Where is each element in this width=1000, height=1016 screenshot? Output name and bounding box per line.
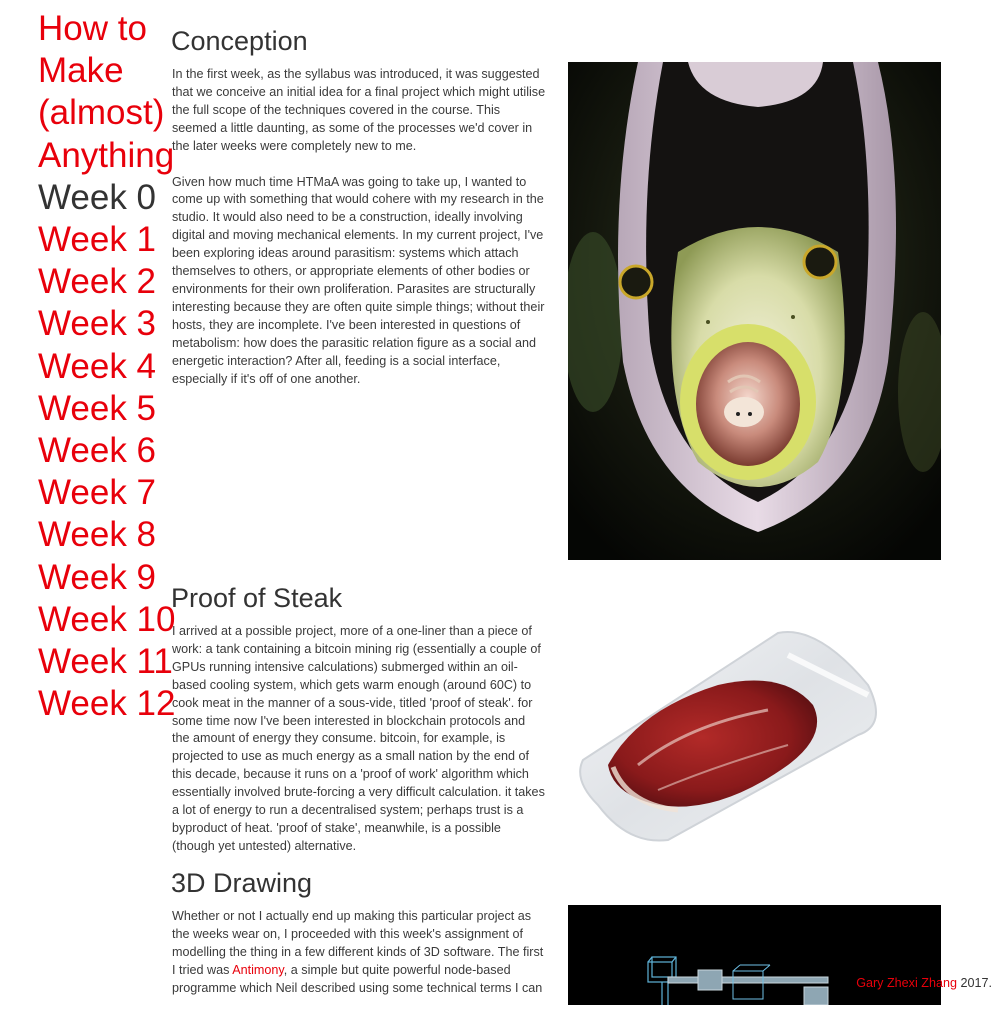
week-link-10[interactable]: Week 10 [38, 599, 176, 639]
paragraph: In the first week, as the syllabus was introduced, it was suggested that we conceive an initial idea for a final project which might utilise the full scope of the techniques covered in the course. This seemed a little daunting, as some of the processes we'd cover in the later weeks were completely new to me. [172, 67, 546, 153]
week-link-12[interactable]: Week 12 [38, 684, 176, 724]
3d-model-illustration [568, 905, 941, 1005]
week-link-4[interactable]: Week 4 [38, 346, 157, 386]
section-conception [171, 26, 546, 406]
clownfish-parasite-image [568, 62, 941, 560]
site-title-line: Make [38, 51, 124, 91]
footer-credit [856, 976, 992, 990]
site-title-line: How to [38, 9, 147, 48]
paragraph-text: Whether or not I actually end up making this particular project as the weeks wear on, I proceeded with this week's assignment of modelling the thing in a few different kinds of 3D software. The first I tried was [172, 909, 544, 977]
3d-model-render-image [568, 905, 941, 1005]
week-link-11[interactable]: Week 11 [38, 642, 173, 682]
week-link-6[interactable]: Week 6 [38, 431, 157, 471]
week-nav [38, 8, 178, 725]
week-link-1[interactable]: Week 1 [38, 220, 157, 260]
vacuum-sealed-steak-image [568, 615, 898, 845]
section-3d-drawing [171, 868, 546, 1016]
steak-illustration [568, 615, 898, 845]
paragraph: Given how much time HTMaA was going to take up, I wanted to come up with something that would cohere with my research in the studio. It would also need to be a construction, ideally involving digital and moving mechanical elements. In my current project, I've been exploring ideas around parasitism: systems which attach themselves to others, or appropriate elements of other bodies or environments for their own proliferation. Parasites are structurally interesting because they are often quite simple things; without their hosts, they are incomplete. I've been interested in questions of metabolism: how does the parasitic relation figure as a social and energetic interaction? After all, feeding is a social interface, especially if it's off of one another. [172, 174, 545, 386]
week-link-2[interactable]: Week 2 [38, 262, 157, 302]
section-proof-of-steak [171, 583, 546, 874]
site-title-line: Anything [38, 135, 175, 175]
paragraph: I arrived at a possible project, more of a one-liner than a piece of work: a tank containing a bitcoin mining rig (essentially a couple of GPUs running intensive calculations) submerged within an oil-based cooling system, which gets warm enough (around 60C) to cook meat in the manner of a sous-vide, titled 'proof of steak'. for some time now I've been interested in blockchain protocols and the amount of energy they consume. bitcoin, for example, is projected to use as much energy as a small nation by the end of this decade, because it runs on a 'proof of work' algorithm which essentially involved brute-forcing a very difficult calculation. it takes a lot of energy to run a decentralised system; perhaps trust is a byproduct of heat. 'proof of stake', meanwhile, is a possible (though yet untested) alternative. [172, 624, 545, 853]
antimony-link[interactable]: Antimony [232, 962, 284, 977]
paragraph [172, 908, 546, 998]
site-title-link[interactable] [38, 8, 178, 177]
section-heading: Proof of Steak [171, 583, 343, 613]
footer-year: 2017. [956, 976, 992, 990]
week-link-5[interactable]: Week 5 [38, 388, 157, 428]
site-title-line: (almost) [38, 93, 165, 133]
week-link-3[interactable]: Week 3 [38, 304, 157, 344]
week-link-9[interactable]: Week 9 [38, 557, 157, 597]
week-link-0[interactable]: Week 0 [38, 177, 157, 217]
paragraph-text: , a simple but quite powerful node-based programme which Neil described using some technical terms I can [172, 962, 543, 995]
week-list [38, 177, 178, 726]
section-heading: Conception [171, 26, 308, 56]
week-link-8[interactable]: Week 8 [38, 515, 157, 555]
section-heading: 3D Drawing [171, 868, 313, 898]
author-link[interactable]: Gary Zhexi Zhang [856, 976, 957, 990]
clownfish-illustration [568, 62, 941, 560]
week-link-7[interactable]: Week 7 [38, 473, 157, 513]
